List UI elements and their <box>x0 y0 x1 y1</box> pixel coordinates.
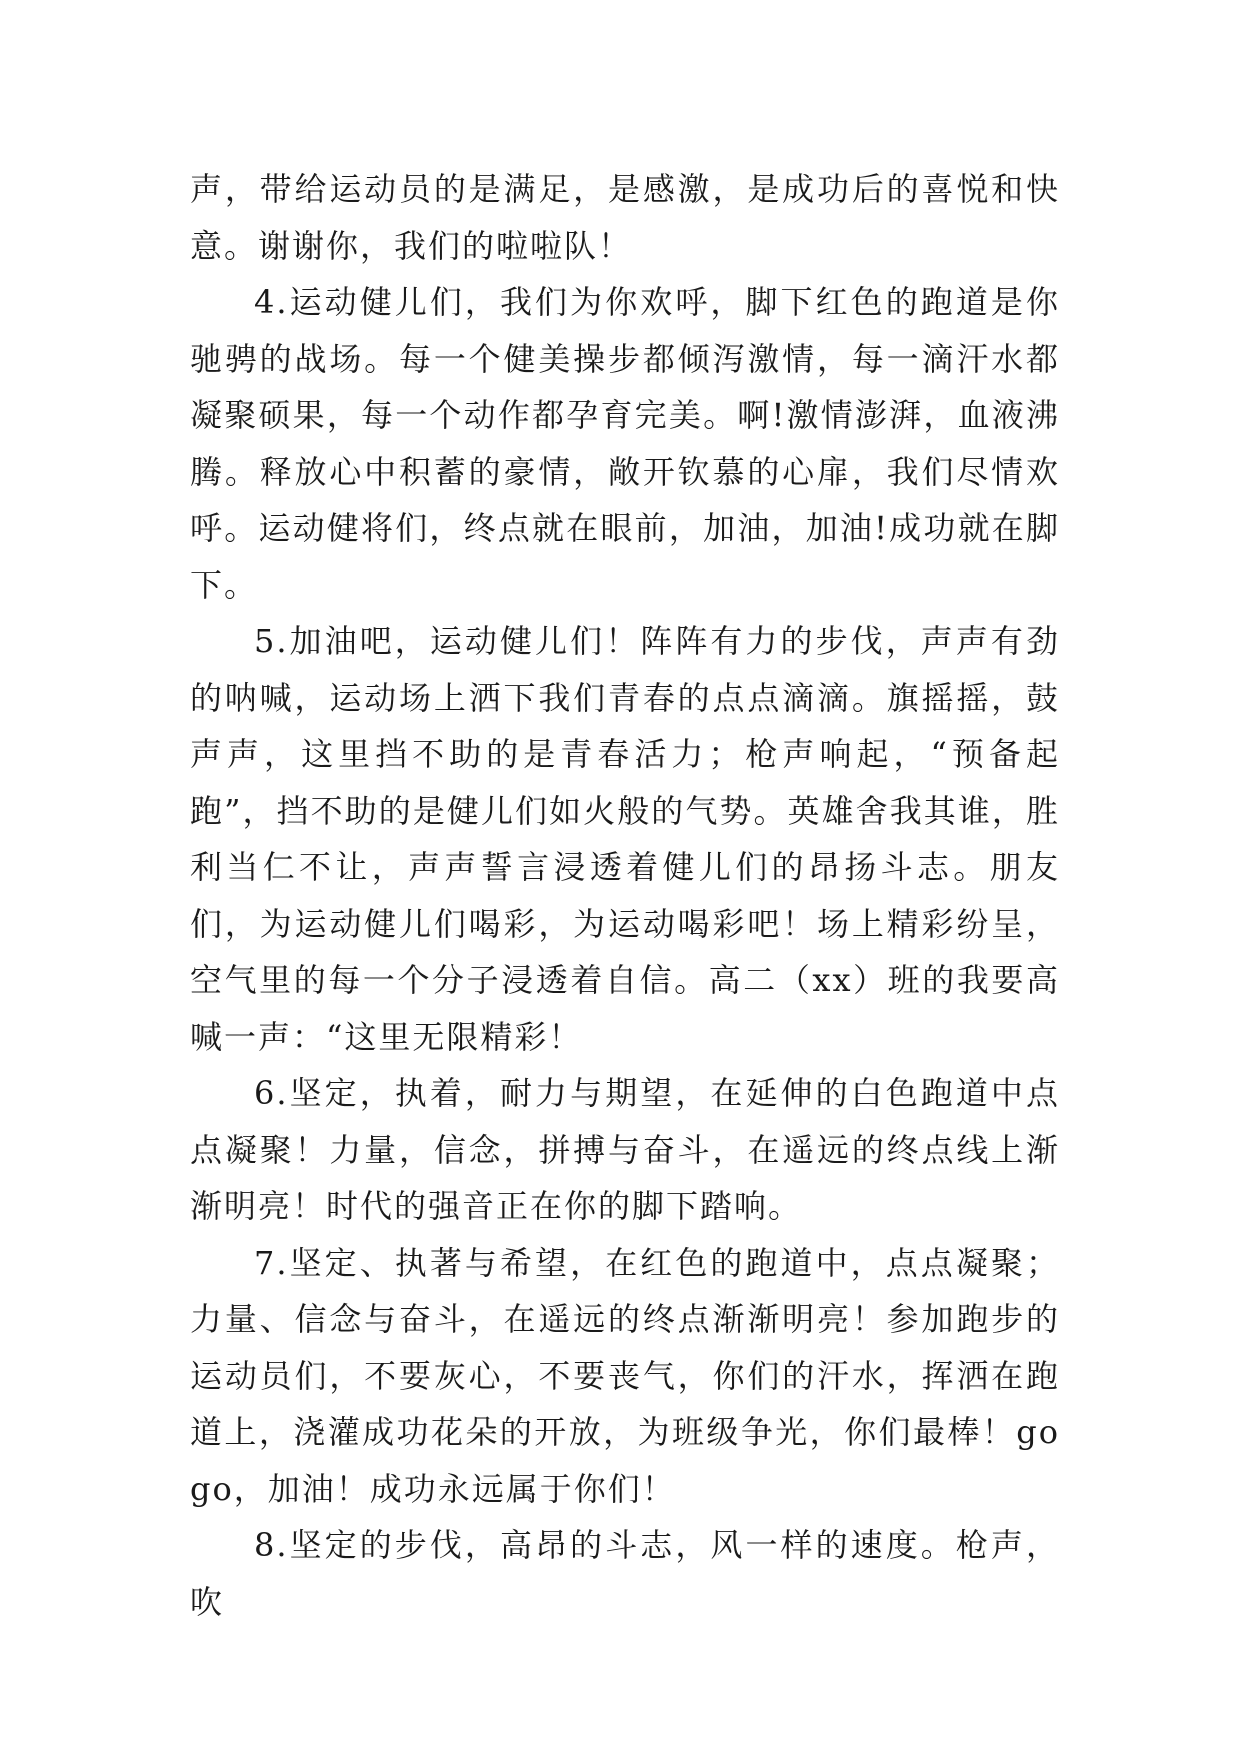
paragraph-item-6: 6.坚定，执着，耐力与期望，在延伸的白色跑道中点点凝聚！力量，信念，拼搏与奋斗，在遥远的终点线上渐渐明亮！时代的强音正在你的脚下踏响。 <box>190 1074 1060 1225</box>
paragraph-item-8: 8.坚定的步伐，高昂的斗志，风一样的速度。枪声，吹 <box>190 1526 1060 1621</box>
paragraph-item-4: 4.运动健儿们，我们为你欢呼，脚下红色的跑道是你驰骋的战场。每一个健美操步都倾泻激情，每一滴汗水都凝聚硕果，每一个动作都孕育完美。啊!激情澎湃，血液沸腾。释放心中积蓄的豪情，敞开钦慕的心扉，我们尽情欢呼。运动健将们，终点就在眼前，加油，加油!成功就在脚下。 <box>190 283 1060 604</box>
paragraph-continuation: 声，带给运动员的是满足，是感激，是成功后的喜悦和快意。谢谢你，我们的啦啦队！ <box>190 170 1060 265</box>
body-text <box>190 161 1060 1630</box>
paragraph-item-5: 5.加油吧，运动健儿们！阵阵有力的步伐，声声有劲的呐喊，运动场上洒下我们青春的点点滴滴。旗摇摇，鼓声声，这里挡不助的是青春活力；枪声响起，“预备起跑”，挡不助的是健儿们如火般的气势。英雄舍我其谁，胜利当仁不让，声声誓言浸透着健儿们的昂扬斗志。朋友们，为运动健儿们喝彩，为运动喝彩吧！场上精彩纷呈，空气里的每一个分子浸透着自信。高二（xx）班的我要高喊一声：“这里无限精彩！ <box>190 622 1060 1056</box>
paragraph-item-7: 7.坚定、执著与希望，在红色的跑道中，点点凝聚；力量、信念与奋斗，在遥远的终点渐渐明亮！参加跑步的运动员们，不要灰心，不要丧气，你们的汗水，挥洒在跑道上，浇灌成功花朵的开放，为班级争光，你们最棒！gogo，加油！成功永远属于你们！ <box>190 1243 1060 1508</box>
